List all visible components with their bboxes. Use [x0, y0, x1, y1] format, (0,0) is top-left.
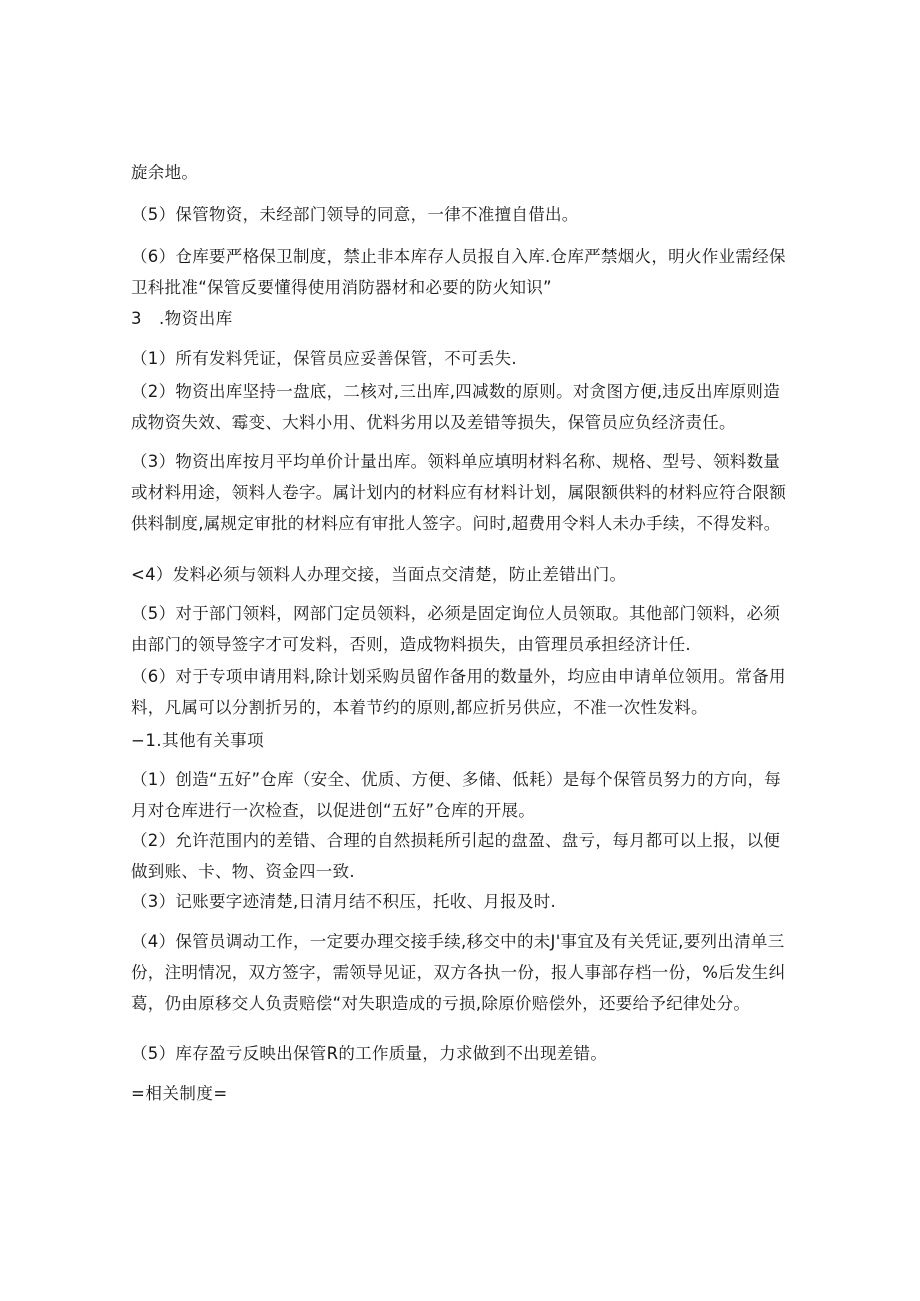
paragraph-other-4: （4）保管员调动工作，一定要办理交接手续,移交中的未J'事宜及有关凭证,要列出清单三份，注明情况，双方签字，需领导见证，双方各执一份，报人事部存档一份，%后发生纠葛，仍由原移交人负责赔偿“对失职造成的亏损,除原价赔偿外，还要给予纪律处分。: [131, 932, 786, 1013]
paragraph-outbound-1: （1）所有发料凭证，保管员应妥善保管，不可丢失.: [131, 349, 517, 368]
paragraph-outbound-4: <4）发料必须与领料人办理交接，当面点交清楚，防止差错出门。: [131, 565, 627, 584]
section-heading-other: −1.其他有关事项: [131, 731, 265, 750]
paragraph-outbound-3: （3）物资出库按月平均单价计量出库。领料单应填明材料名称、规格、型号、领料数量或材料用途，领料人卷字。属计划内的材料应有材料计划，属限额供料的材料应符合限额供料制度,属规定审批的材料应有审批人签字。问时,超费用令料人未办手续，不得发料。: [131, 452, 787, 533]
paragraph-other-2: （2）允许范围内的差错、合理的自然损耗所引起的盘盈、盘亏，每月都可以上报，以便做到账、卡、物、资金四一致.: [131, 831, 781, 881]
paragraph-continuation: 旋余地。: [131, 163, 199, 182]
paragraph-outbound-5: （5）对于部门领料，网部门定员领料，必须是固定询位人员领取。其他部门领料，必须由部门的领导签字才可发料，否则，造成物料损失，由管理员承担经济计任.: [131, 604, 781, 654]
paragraph-other-5: （5）库存盈亏反映出保管R的工作质量，力求做到不出现差错。: [131, 1044, 608, 1063]
paragraph-other-3: （3）记账要字迹清楚,日清月结不积压，托收、月报及时.: [131, 892, 557, 911]
paragraph-outbound-2: （2）物资出库坚持一盘底，二核对,三出库,四减数的原则。对贪图方便,违反出库原则造成物资失效、霉变、大料小用、优料劣用以及差错等损失，保管员应负经济责任。: [131, 382, 781, 432]
paragraph-storage-5: （5）保管物资，未经部门领导的同意，一律不准擅自借出。: [131, 205, 579, 224]
paragraph-outbound-6: （6）对于专项申请用料,除计划采购员留作备用的数量外，均应由申请单位领用。常备用料，凡属可以分割折另的，本着节约的原则,都应折另供应，不准一次性发料。: [131, 667, 786, 717]
related-rules-footer: =相关制度=: [131, 1084, 228, 1103]
paragraph-other-1: （1）创造“五好”仓库（安全、优质、方便、多储、低耗）是每个保管员努力的方向，每月对仓库进行一次检查，以促进创“五好”仓库的开展。: [131, 770, 782, 820]
paragraph-storage-6: （6）仓库要严格保卫制度，禁止非本库存人员报自入库.仓库严禁烟火，明火作业需经保卫科批准“保管反要懂得使用消防器材和必要的防火知识”: [131, 247, 786, 297]
section-heading-outbound: 3 .物资出库: [131, 309, 233, 328]
